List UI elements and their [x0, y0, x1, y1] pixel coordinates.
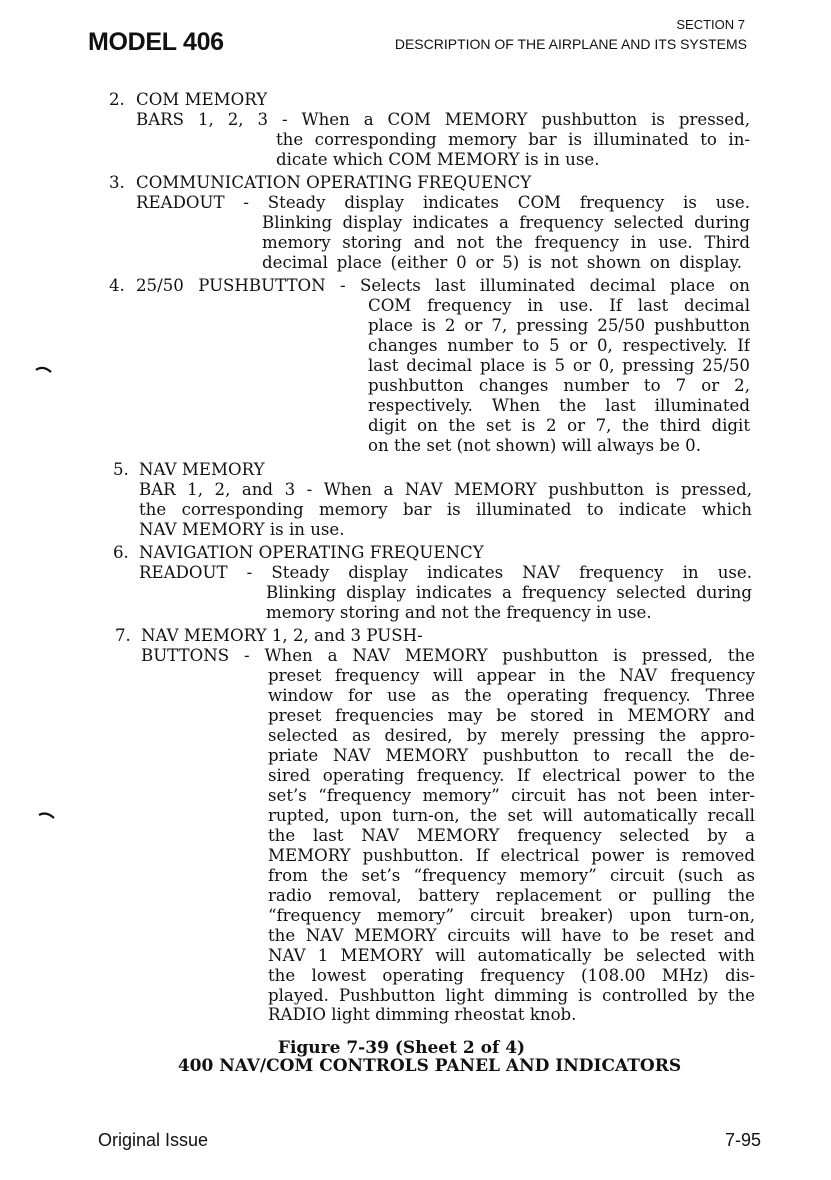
revision-mark-icon: [38, 810, 56, 820]
item-line: priate NAV MEMORY pushbutton to recall the de-: [268, 746, 755, 765]
item-heading: COMMUNICATION OPERATING FREQUENCY: [136, 173, 532, 192]
item-line: window for use as the operating frequency. Three: [268, 686, 755, 705]
section-description: DESCRIPTION OF THE AIRPLANE AND ITS SYSTEMS: [394, 36, 747, 52]
item-line: rupted, upon turn-on, the set will automatically recall: [268, 806, 755, 825]
model-title: MODEL 406: [88, 28, 224, 56]
item-line: sired operating frequency. If electrical power to the: [268, 766, 755, 785]
item-line: place is 2 or 7, pressing 25/50 pushbutton: [368, 316, 750, 335]
item-line: memory storing and not the frequency in use. Third: [262, 233, 750, 252]
item-line: MEMORY pushbutton. If electrical power is removed: [268, 846, 755, 865]
section-label: SECTION 7: [676, 17, 745, 32]
item-line: Blinking display indicates a frequency selected during: [266, 583, 752, 602]
item-heading: NAV MEMORY 1, 2, and 3 PUSH-: [141, 626, 423, 645]
item-number: 5.: [113, 460, 129, 479]
item-line: dicate which COM MEMORY is in use.: [276, 150, 600, 169]
item-line: the lowest operating frequency (108.00 MHz) dis-: [268, 966, 755, 985]
item-line: BUTTONS - When a NAV MEMORY pushbutton is pressed, the: [141, 646, 755, 665]
item-line: on the set (not shown) will always be 0.: [368, 436, 702, 455]
item-line: the corresponding memory bar is illuminated to indicate which: [139, 500, 752, 519]
figure-caption-line1: Figure 7-39 (Sheet 2 of 4): [277, 1038, 526, 1058]
item-line: from the set’s “frequency memory” circuit (such as: [268, 866, 755, 885]
item-line: preset frequency will appear in the NAV frequency: [268, 666, 755, 685]
item-line: BARS 1, 2, 3 - When a COM MEMORY pushbutton is pressed,: [136, 110, 750, 129]
page-number: 7-95: [724, 1130, 761, 1150]
item-line: READOUT - Steady display indicates NAV frequency in use.: [139, 563, 752, 582]
item-line: respectively. When the last illuminated: [368, 396, 750, 415]
item-line: 25/50 PUSHBUTTON - Selects last illuminated decimal place on: [136, 276, 750, 295]
item-line: pushbutton changes number to 7 or 2,: [368, 376, 750, 395]
item-line: the corresponding memory bar is illuminated to in-: [276, 130, 750, 149]
item-heading: NAV MEMORY: [139, 460, 265, 479]
item-number: 4.: [109, 276, 125, 295]
item-number: 7.: [115, 626, 131, 645]
item-line: COM frequency in use. If last decimal: [368, 296, 750, 315]
item-line: Blinking display indicates a frequency selected during: [262, 213, 750, 232]
item-number: 2.: [109, 90, 125, 109]
figure-caption-line2: 400 NAV/COM CONTROLS PANEL AND INDICATORS: [177, 1056, 682, 1076]
item-line: the NAV MEMORY circuits will have to be reset and: [268, 926, 755, 945]
item-line: READOUT - Steady display indicates COM frequency is use.: [136, 193, 750, 212]
item-line: digit on the set is 2 or 7, the third digit: [368, 416, 750, 435]
item-line: decimal place (either 0 or 5) is not shown on display.: [262, 253, 742, 272]
item-line: played. Pushbutton light dimming is controlled by the: [268, 986, 755, 1005]
item-line: set’s “frequency memory” circuit has not been inter-: [268, 786, 755, 805]
item-line: RADIO light dimming rheostat knob.: [268, 1005, 577, 1024]
item-line: radio removal, battery replacement or pulling the: [268, 886, 755, 905]
revision-mark-icon: [35, 364, 53, 374]
item-line: memory storing and not the frequency in use.: [266, 603, 652, 622]
item-number: 3.: [109, 173, 125, 192]
item-line: last decimal place is 5 or 0, pressing 25/50: [368, 356, 750, 375]
item-heading: NAVIGATION OPERATING FREQUENCY: [139, 543, 484, 562]
item-line: the last NAV MEMORY frequency selected by a: [268, 826, 755, 845]
footer-issue: Original Issue: [98, 1130, 209, 1150]
item-line: changes number to 5 or 0, respectively. If: [368, 336, 750, 355]
item-heading: COM MEMORY: [136, 90, 268, 109]
item-line: NAV MEMORY is in use.: [139, 520, 345, 539]
item-line: preset frequencies may be stored in MEMORY and: [268, 706, 755, 725]
item-line: NAV 1 MEMORY will automatically be selected with: [268, 946, 755, 965]
item-line: selected as desired, by merely pressing the appro-: [268, 726, 755, 745]
item-line: BAR 1, 2, and 3 - When a NAV MEMORY pushbutton is pressed,: [139, 480, 752, 499]
item-number: 6.: [113, 543, 129, 562]
item-line: “frequency memory” circuit breaker) upon turn-on,: [268, 906, 755, 925]
